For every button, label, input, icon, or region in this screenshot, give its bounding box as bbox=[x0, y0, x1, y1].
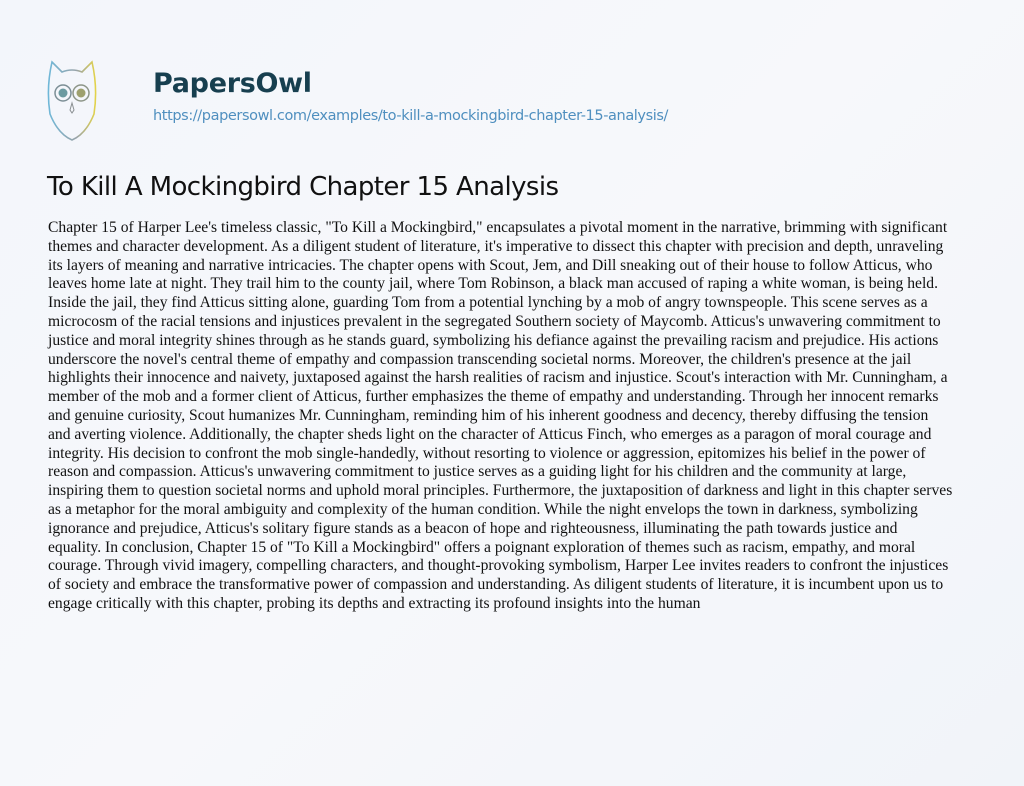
article-body-line: and averting violence. Additionally, the chapter sheds light on the character of Atticus Finch, who emerges as a paragon of moral courage and bbox=[48, 425, 932, 443]
owl-logo-icon bbox=[46, 58, 98, 142]
article-body-line: its layers of meaning and narrative intricacies. The chapter opens with Scout, Jem, and Dill sneaking out of their house to follow Atticus, who bbox=[48, 256, 933, 274]
article-body-line: Inside the jail, they find Atticus sitting alone, guarding Tom from a potential lynching by a mob of angry townspeople. This scene serves as a bbox=[48, 294, 928, 312]
article-body-line: engage critically with this chapter, probing its depths and extracting its profound insights into the human bbox=[48, 594, 701, 612]
article-body-line: ignorance and prejudice, Atticus's solitary figure stands as a beacon of hope and righteousness, illuminating the path towards justice and bbox=[48, 519, 898, 537]
article-body-line: courage. Through vivid imagery, compelling characters, and thought-provoking symbolism, Harper Lee invites readers to confront the injustices bbox=[48, 557, 949, 575]
article-title: To Kill A Mockingbird Chapter 15 Analysis bbox=[47, 172, 559, 202]
page-url-link[interactable]: https://papersowl.com/examples/to-kill-a-mockingbird-chapter-15-analysis/ bbox=[153, 108, 669, 124]
article-body-line: justice and moral integrity shines through as he stands guard, symbolizing his defiance against the prevailing racism and prejudice. His actions bbox=[48, 331, 939, 349]
article-body-line: integrity. His decision to confront the mob single-handedly, without resorting to violence or aggression, epitomizes his belief in the power of bbox=[48, 444, 926, 462]
article-body-line: of society and embrace the transformative power of compassion and understanding. As diligent students of literature, it is incumbent upon us to bbox=[48, 576, 944, 594]
article-body-line: highlights their innocence and naivety, juxtaposed against the harsh realities of racism and injustice. Scout's interaction with Mr. Cunningham, a bbox=[48, 369, 948, 387]
article-body-line: and genuine curiosity, Scout humanizes Mr. Cunningham, reminding him of his inherent goodness and decency, thereby diffusing the tension bbox=[48, 406, 929, 424]
article-body-line: reason and compassion. Atticus's unwavering commitment to justice serves as a guiding light for his children and the community at large, bbox=[48, 463, 907, 481]
article-body-line: Chapter 15 of Harper Lee's timeless classic, "To Kill a Mockingbird," encapsulates a pivotal moment in the narrative, brimming with significant bbox=[48, 219, 948, 236]
article-body bbox=[48, 219, 1024, 614]
article-body-line: leaves home late at night. They trail him to the county jail, where Tom Robinson, a black man accused of raping a white woman, is being held. bbox=[48, 275, 938, 293]
article-body-line: themes and character development. As a diligent student of literature, it's imperative to dissect this chapter with precision and depth, unraveling bbox=[48, 237, 944, 255]
article-body-line: inspiring them to question societal norms and uphold moral principles. Furthermore, the juxtaposition of darkness and light in this chapter serves bbox=[48, 482, 953, 500]
article-body-line: microcosm of the racial tensions and injustices prevalent in the segregated Southern society of Maycomb. Atticus's unwavering commitment to bbox=[48, 312, 941, 330]
article-body-line: as a metaphor for the moral ambiguity and complexity of the human condition. While the night envelops the town in darkness, symbolizing bbox=[48, 500, 918, 518]
article-body-line: equality. In conclusion, Chapter 15 of "To Kill a Mockingbird" offers a poignant exploration of themes such as racism, empathy, and moral bbox=[48, 538, 916, 556]
article-body-line: underscore the novel's central theme of empathy and compassion transcending societal norms. Moreover, the children's presence at the jail bbox=[48, 350, 912, 368]
article-body-line: member of the mob and a former client of Atticus, further emphasizes the theme of empathy and understanding. Through her innocent remarks bbox=[48, 388, 939, 406]
site-brand-name[interactable]: PapersOwl bbox=[153, 68, 312, 99]
